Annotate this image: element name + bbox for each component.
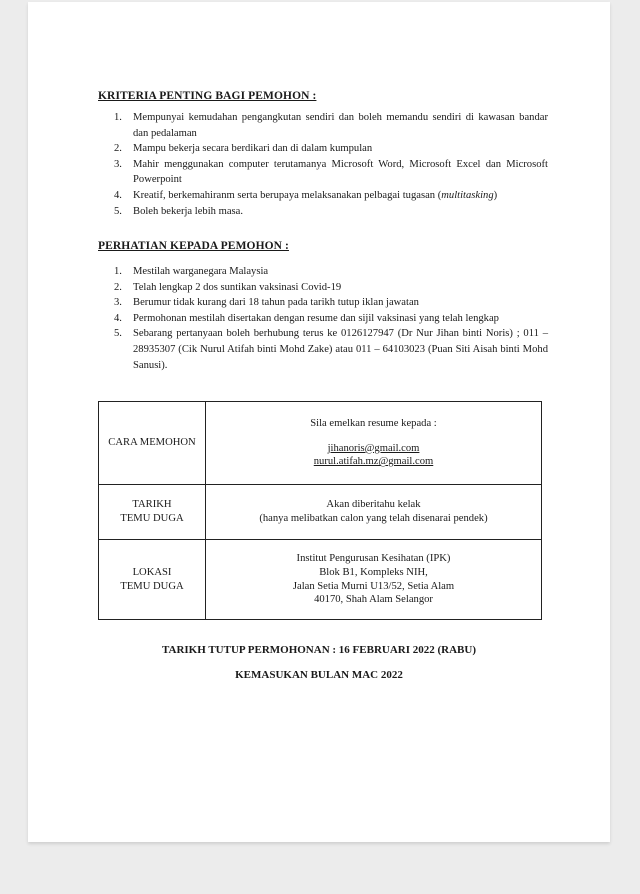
perhatian-item-text: Mestilah warganegara Malaysia — [133, 266, 269, 277]
lokasi-temu-duga-label — [99, 540, 206, 620]
kriteria-item-text-part: Kreatif, berkemahiranm serta berupaya melaksanakan pelbagai tugasan ( — [133, 189, 442, 201]
kriteria-item — [100, 157, 548, 188]
intake-month: KEMASUKAN BULAN MAC 2022 — [235, 669, 403, 681]
kriteria-item-text: Boleh bekerja lebih masa. — [133, 205, 244, 217]
list-number: 1. — [114, 266, 122, 277]
application-info-table — [98, 401, 542, 620]
address-line: Blok B1, Kompleks NIH, — [319, 566, 428, 578]
label-line: TEMU DUGA — [120, 513, 184, 524]
content-line: Akan diberitahu kelak — [326, 499, 421, 511]
kriteria-item-text: Mampu bekerja secara berdikari dan di dalam kumpulan — [133, 143, 373, 155]
perhatian-item-text: Permohonan mestilah disertakan dengan resume dan sijil vaksinasi yang telah lengkap — [133, 312, 499, 324]
perhatian-heading: PERHATIAN KEPADA PEMOHON : — [98, 240, 289, 252]
perhatian-item — [100, 295, 548, 311]
label-line: TEMU DUGA — [120, 580, 184, 592]
kriteria-item-text: Mahir menggunakan computer terutamanya Microsoft Word, Microsoft Excel dan Microsoft Powerpoint — [133, 158, 548, 186]
email-link-nurul[interactable]: nurul.atifah.mz@gmail.com — [313, 456, 434, 468]
address-line: Institut Pengurusan Kesihatan (IPK) — [296, 553, 451, 565]
perhatian-item-text: Sebarang pertanyaan boleh berhubung terus ke 0126127947 (Dr Nur Jihan binti Noris) ; 011 – 28935307 (Cik Nurul Atifah binti Mohd Zake) atau 011 – 64103023 (Puan Siti Aisah binti Mohd Sanusi). — [133, 328, 548, 371]
kriteria-item-text — [133, 190, 497, 201]
list-number: 2. — [114, 143, 122, 155]
lokasi-temu-duga-content — [206, 540, 542, 620]
cara-memohon-content — [206, 402, 542, 485]
perhatian-item — [100, 264, 548, 280]
list-number: 4. — [114, 312, 122, 324]
list-number: 1. — [114, 112, 122, 123]
kriteria-item-text-part: ) — [493, 189, 498, 201]
content-line: (hanya melibatkan calon yang telah disenarai pendek) — [259, 513, 488, 524]
list-number: 2. — [114, 281, 122, 293]
cara-memohon-label: CARA MEMOHON — [99, 402, 206, 485]
table-row — [99, 402, 542, 485]
list-number: 3. — [114, 297, 122, 309]
list-number: 3. — [114, 158, 122, 170]
label-line: TARIKH — [132, 499, 172, 511]
table-row — [99, 485, 542, 540]
perhatian-item — [100, 311, 548, 327]
address-line: 40170, Shah Alam Selangor — [314, 594, 433, 606]
label-line: LOKASI — [132, 566, 172, 578]
perhatian-list — [100, 264, 548, 373]
document-page — [28, 2, 610, 842]
list-number: 5. — [114, 328, 122, 340]
email-link-jihan[interactable]: jihanoris@gmail.com — [327, 442, 420, 454]
kriteria-item-text: Mempunyai kemudahan pengangkutan sendiri dan boleh memandu sendiri di kawasan bandar dan pedalaman — [133, 112, 548, 139]
kriteria-heading: KRITERIA PENTING BAGI PEMOHON : — [98, 90, 317, 102]
address-line: Jalan Setia Murni U13/52, Setia Alam — [292, 580, 455, 592]
kriteria-item — [100, 110, 548, 141]
multitasking-italic: multitasking — [441, 189, 494, 201]
perhatian-item-text: Berumur tidak kurang dari 18 tahun pada tarikh tutup iklan jawatan — [133, 297, 419, 309]
closing-date: TARIKH TUTUP PERMOHONAN : 16 FEBRUARI 2022 (RABU) — [161, 644, 476, 656]
list-number: 4. — [114, 189, 122, 201]
list-number: 5. — [114, 205, 122, 217]
kriteria-item — [100, 204, 548, 220]
kriteria-list — [100, 110, 548, 219]
kriteria-item — [100, 141, 548, 157]
perhatian-item — [100, 326, 548, 373]
kriteria-item — [100, 188, 548, 204]
perhatian-item — [100, 280, 548, 296]
perhatian-item-text: Telah lengkap 2 dos suntikan vaksinasi Covid-19 — [133, 281, 342, 293]
tarikh-temu-duga-content — [206, 485, 542, 540]
tarikh-temu-duga-label — [99, 485, 206, 540]
table-row — [99, 540, 542, 620]
email-intro: Sila emelkan resume kepada : — [310, 418, 437, 430]
